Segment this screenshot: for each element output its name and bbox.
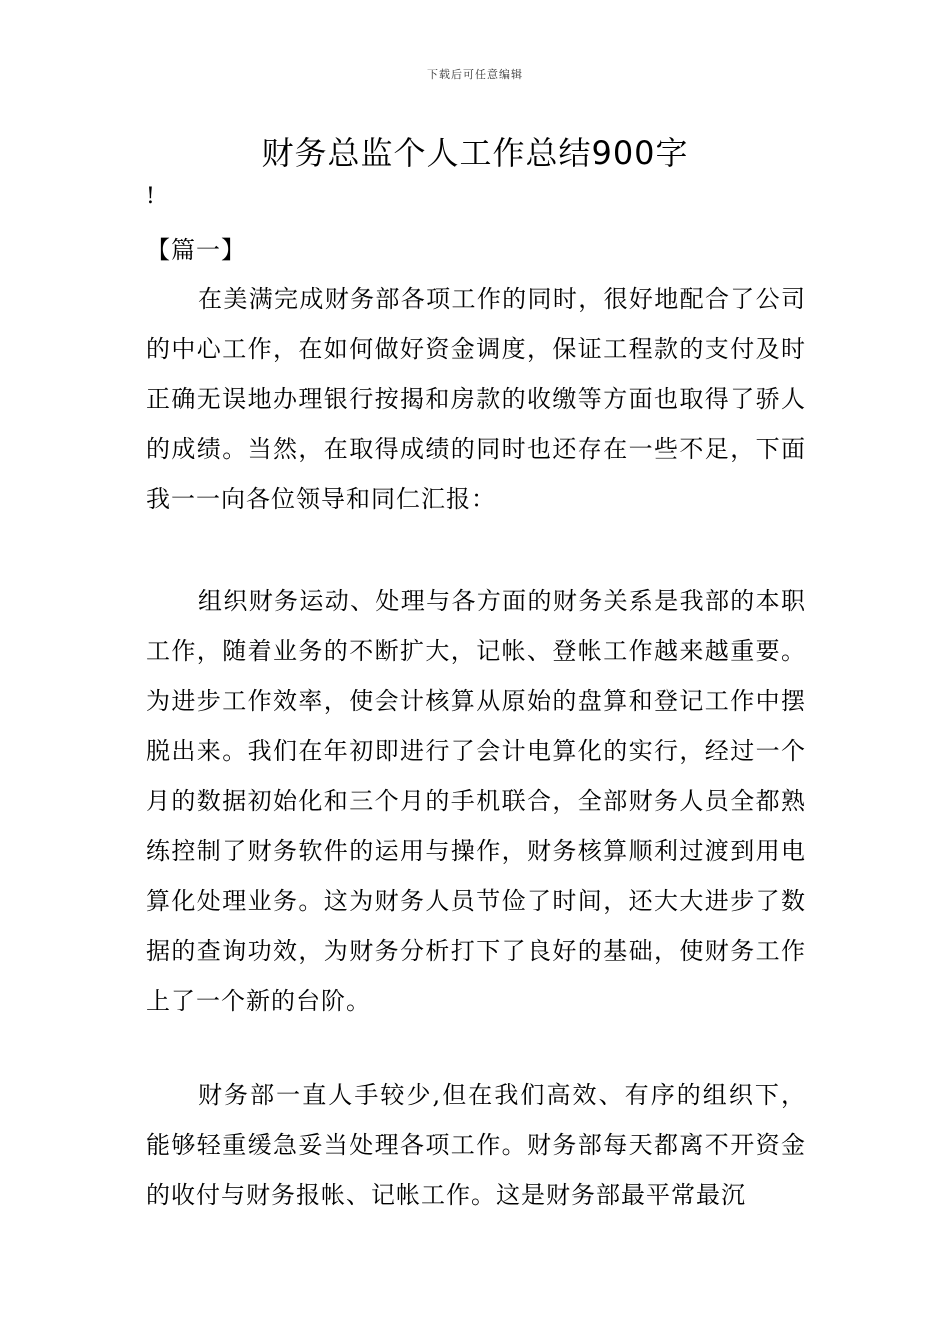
- body-paragraph-3: 财务部一直人手较少,但在我们高效、有序的组织下，能够轻重缓急妥当处理各项工作。财务部每天都离不开资金的收付与财务报帐、记帐工作。这是财务部最平常最沉: [146, 1081, 806, 1209]
- section-label: 【篇一】: [146, 236, 246, 264]
- body-paragraph-2: 组织财务运动、处理与各方面的财务关系是我部的本职工作，随着业务的不断扩大，记帐、登帐工作越来越重要。为进步工作效率，使会计核算从原始的盘算和登记工作中摆脱出来。我们在年初即进行了会计电算化的实行，经过一个月的数据初始化和三个月的手机联合，全部财务人员全都熟练控制了财务软件的运用与操作，财务核算顺利过渡到用电算化处理业务。这为财务人员节俭了时间，还大大进步了数据的查询功效，为财务分析打下了良好的基础，使财务工作上了一个新的台阶。: [146, 587, 806, 1015]
- exclamation-mark: !: [146, 184, 155, 209]
- document-title: 财务总监个人工作总结900字: [261, 134, 689, 172]
- page-header-note: 下载后可任意编辑: [427, 68, 523, 81]
- body-paragraph-1: 在美满完成财务部各项工作的同时，很好地配合了公司的中心工作，在如何做好资金调度，保证工程款的支付及时正确无误地办理银行按揭和房款的收缴等方面也取得了骄人的成绩。当然，在取得成绩的同时也还存在一些不足，下面我一一向各位领导和同仁汇报：: [146, 285, 806, 513]
